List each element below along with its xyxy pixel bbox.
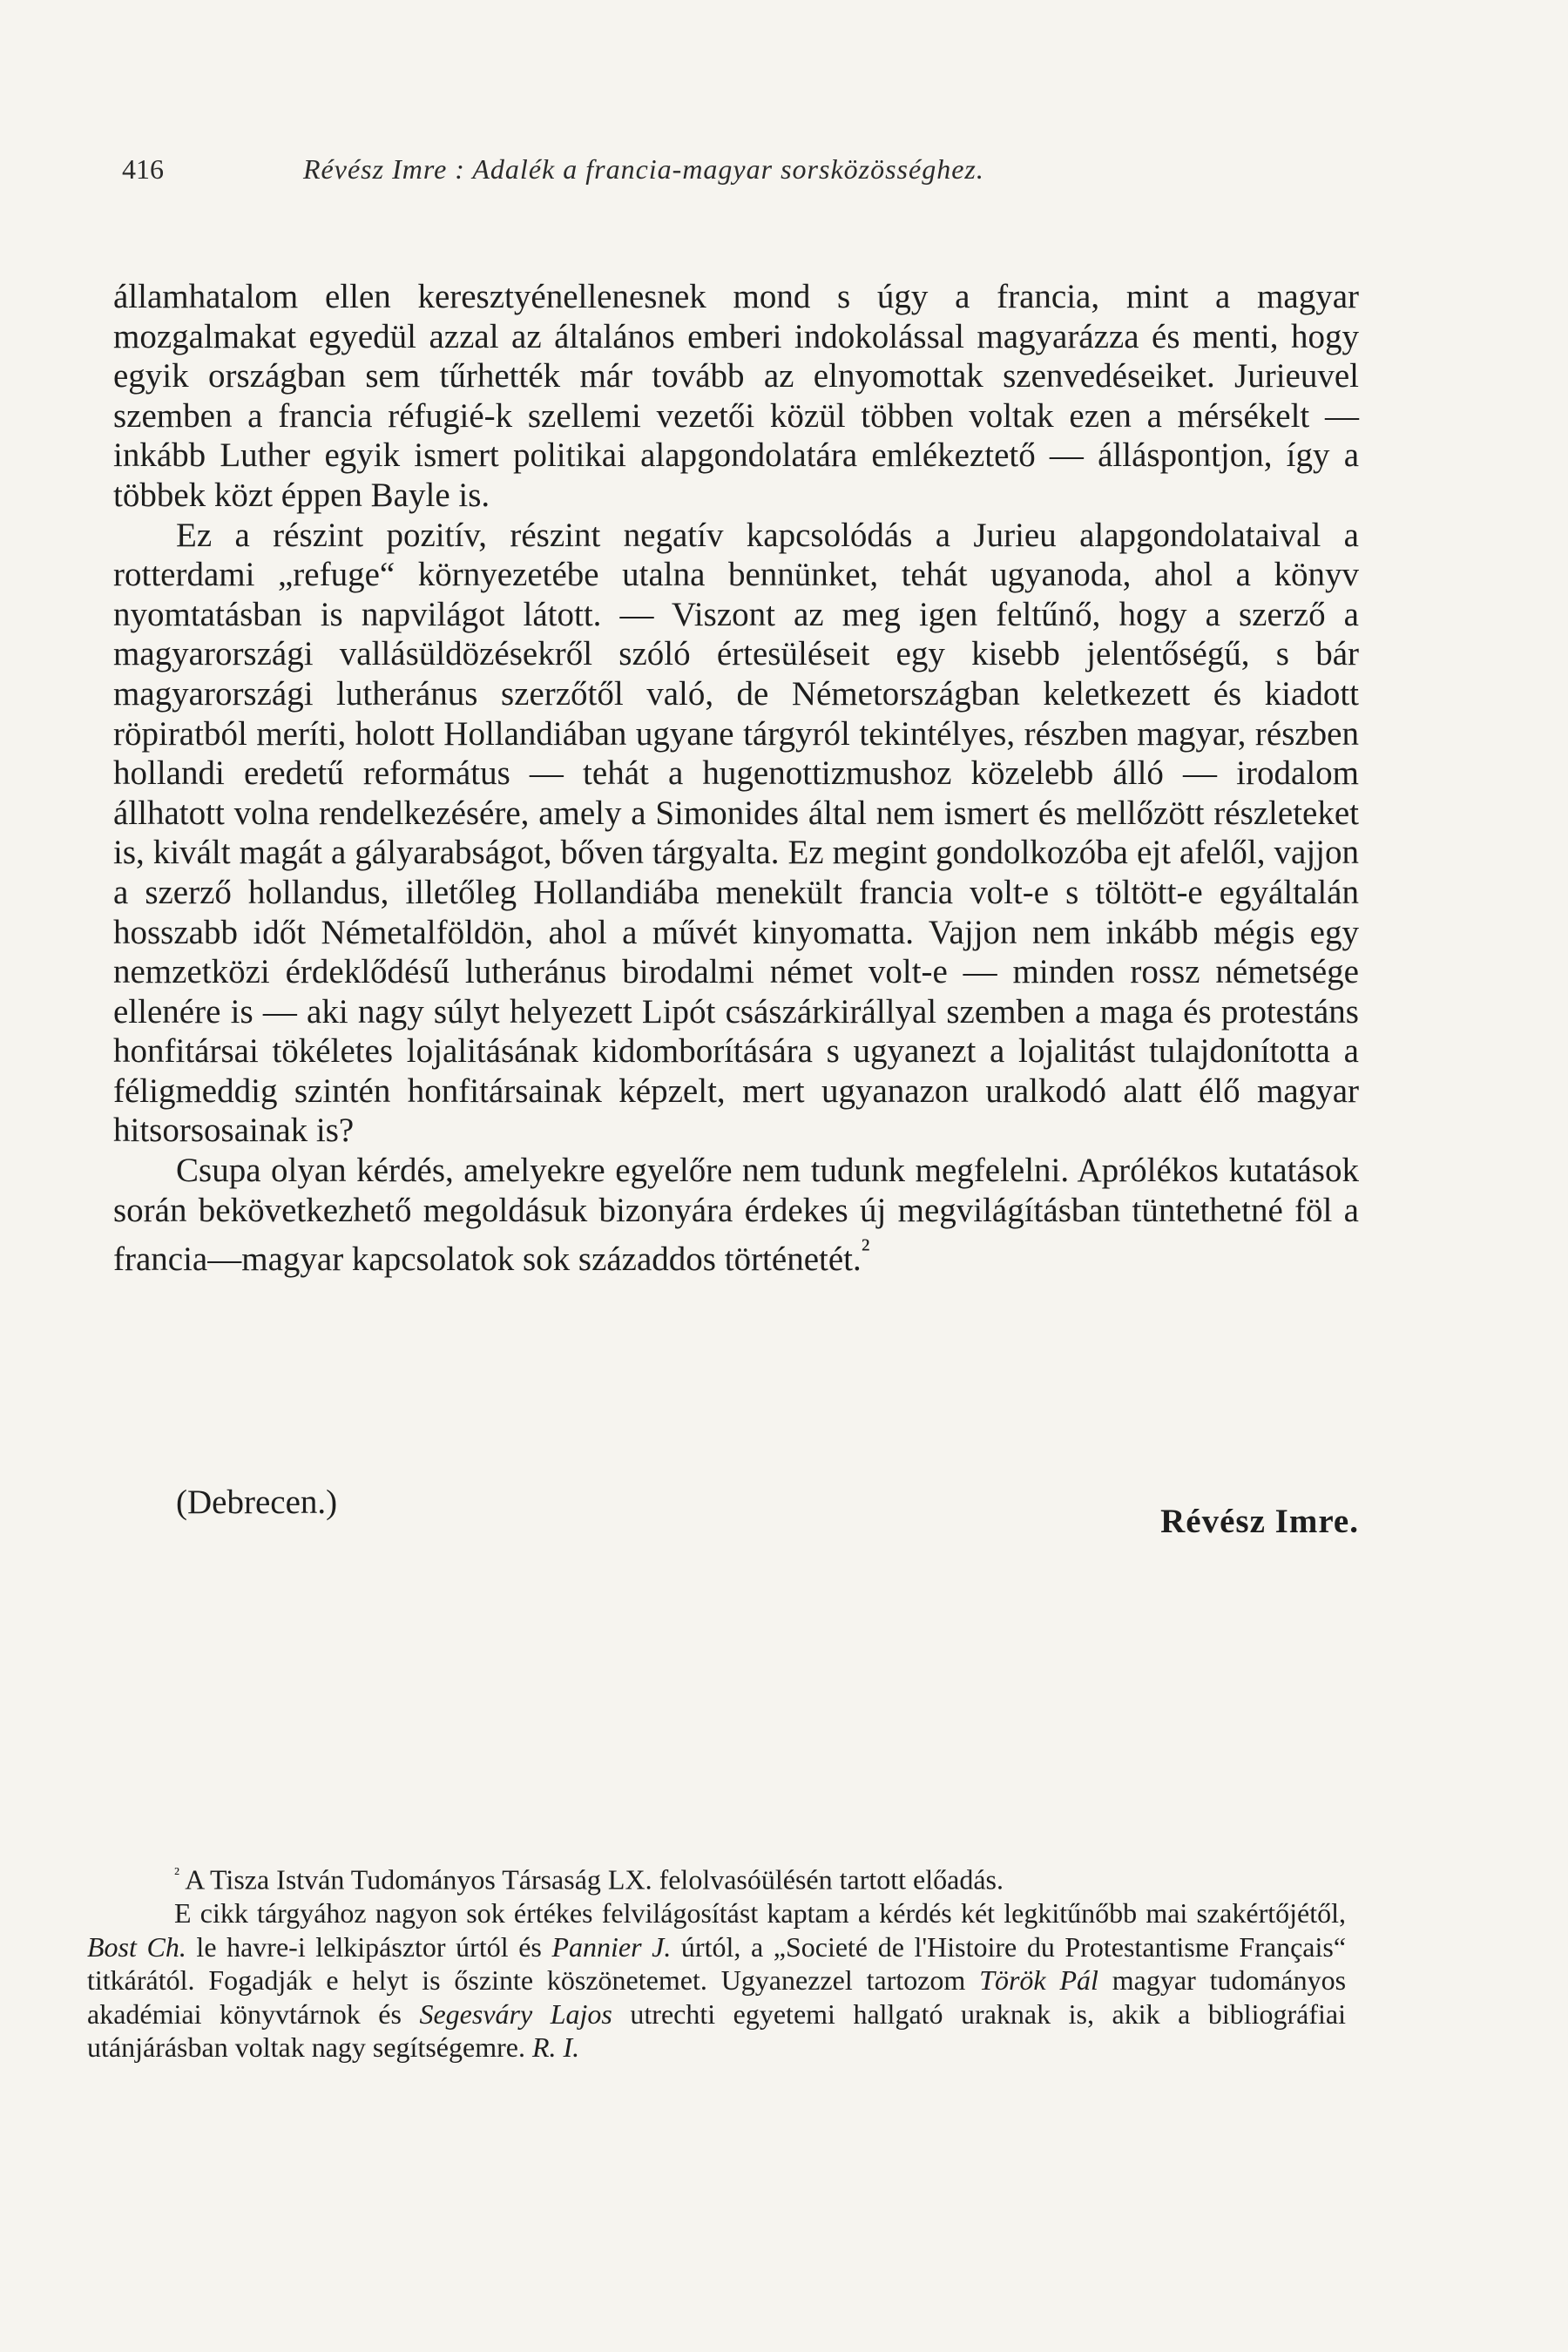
- paragraph-1: államhatalom ellen keresztyénellenesnek mond s úgy a francia, mint a magyar mozgalmakat egyedül azzal az általános emberi indokolással magyarázza és menti, hogy egyik országban sem tűrhették már tovább az elnyomottak szenvedéseiket. Jurieuvel szemben a francia réfugié-k szellemi vezetői közül többen voltak ezen a mérsékelt — inkább Luther egyik ismert politikai alapgondolatára emlékeztető — álláspontjon, így a többek közt éppen Bayle is.: [113, 278, 1359, 514]
- ack-part-2: le havre-i lelkipásztor úrtól és: [196, 1930, 542, 1963]
- ack-part-5: utrechti egyetemi hallgató uraknak is, akik a bibliográfiai utánjárásban voltak nagy segítségemre.: [87, 1997, 1347, 2064]
- running-header: [122, 153, 1394, 186]
- footnote-ref: ²: [861, 1233, 870, 1266]
- body-text: [113, 277, 1359, 1280]
- ack-part-4: magyar tudományos akadémiai könyvtárnok és: [87, 1964, 1347, 2030]
- ack-name-pannier: Pannier J.: [551, 1930, 672, 1963]
- signature-author: Révész Imre.: [1160, 1503, 1359, 1540]
- footnotes: [87, 1857, 1346, 2065]
- footnote-text: A Tisza István Tudományos Társaság LX. felolvasóülésén tartott előadás.: [185, 1863, 1004, 1896]
- paragraph-3: [113, 1151, 1359, 1280]
- footnote-2: [87, 1857, 1346, 1896]
- ack-name-segesvary: Segesváry Lajos: [419, 1997, 612, 2030]
- paragraph-2: Ez a részint pozitív, részint negatív kapcsolódás a Jurieu alapgondolataival a rotterdami „refuge“ környezetébe utalna bennünket, tehát ugyanoda, ahol a könyv nyomtatásban is napvilágot látott. — Viszont az meg igen feltűnő, hogy a szerző a magyarországi vallásüldözésekről szóló értesüléseit egy kisebb jelentőségű, s bár magyarországi lutheránus szerzőtől való, de Németországban keletkezett és kiadott röpiratból meríti, holott Hollandiában ugyane tárgyról tekintélyes, részben magyar, részben hollandi eredetű református — tehát a hugenottizmushoz közelebb álló — irodalom állhatott volna rendelkezésére, amely a Simonides által nem ismert és mellőzött részleteket is, kivált magát a gályarabságot, bőven tárgyalta. Ez megint gondolkozóba ejt afelől, vajjon a szerző hollandus, illetőleg Hollandiába menekült francia volt-e s töltött-e egyáltalán hosszabb időt Németalföldön, ahol a művét kinyomatta. Vajjon nem inkább mégis egy nemzetközi érdeklődésű lutheránus birodalmi német volt-e — minden rossz németsége ellenére is — aki nagy súlyt helyezett Lipót császárkirállyal szemben a maga és protestáns honfitársai tökéletes lojalitásának kidomborítására s ugyanezt a lojalitást tulajdonította a féligmeddig szintén honfitársainak képzelt, mert ugyanazon uralkodó alatt élő magyar hitsorsosainak is?: [113, 516, 1359, 1150]
- paragraph-3-text: Csupa olyan kérdés, amelyekre egyelőre nem tudunk megfelelni. Aprólékos kutatások során bekövetkezhető megoldásuk bizonyára érdekes új megvilágításban tüntethetné föl a francia—magyar kapcsolatok sok századdos történetét.: [113, 1152, 1359, 1279]
- ack-name-bost: Bost Ch.: [87, 1930, 186, 1963]
- ack-part-3: úrtól, a „Societé de l'Histoire du Protestantisme Français“ titkárától. Fogadják e helyt is őszinte köszönetemet. Ugyanezzel tartozom: [87, 1930, 1347, 1997]
- page-number: 416: [122, 153, 164, 185]
- ack-name-torok: Török Pál: [979, 1964, 1098, 1997]
- acknowledgement-note: [87, 1896, 1346, 2065]
- signature-place: (Debrecen.): [176, 1484, 338, 1521]
- running-title: Révész Imre : Adalék a francia-magyar sorsközösséghez.: [303, 153, 984, 185]
- footnote-mark: ²: [174, 1864, 179, 1883]
- ack-part-1: E cikk tárgyához nagyon sok értékes felvilágosítást kaptam a kérdés két legkitűnőbb mai szakértőjétől,: [174, 1897, 1346, 1930]
- ack-initials: R. I.: [531, 2031, 580, 2064]
